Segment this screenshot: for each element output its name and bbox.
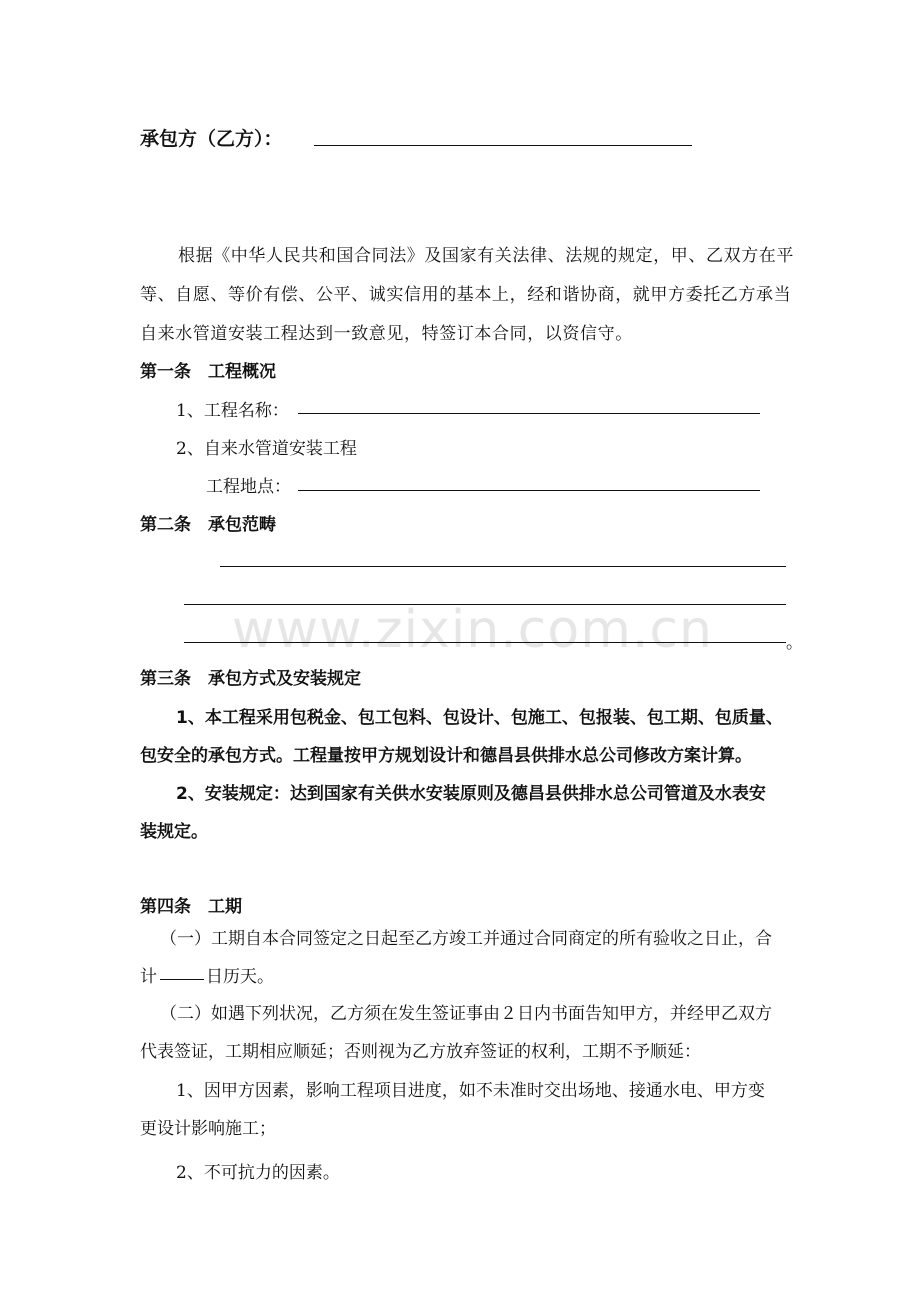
contractor-label: 承包方（乙方）： (140, 128, 283, 150)
article-4-para-2-line-1: （二）如遇下列状况，乙方须在发生签证事由２日内书面告知甲方，并经甲乙双方 (160, 1004, 772, 1024)
article-4-heading: 第四条 工期 (140, 897, 242, 917)
scope-blank-line-3 (184, 642, 786, 643)
scope-blank-line-1 (220, 566, 786, 567)
article-3-para-1-line-1: 1、本工程采用包税金、包工包料、包设计、包施工、包报装、包工期、包质量、 (176, 708, 783, 728)
project-type: 2、自来水管道安装工程 (176, 439, 357, 459)
article-4-para-4: 2、不可抗力的因素。 (176, 1163, 340, 1183)
project-name-blank-line (298, 413, 760, 414)
article-1-heading: 第一条 工程概况 (140, 362, 276, 382)
article-4-para-1-line-2-pre: 计 (140, 967, 157, 987)
article-3-para-1-line-2: 包安全的承包方式。工程量按甲方规划设计和德昌县供排水总公司修改方案计算。 (140, 746, 752, 766)
scope-end-mark: 。 (786, 633, 803, 653)
article-4-para-1-line-1: （一）工期自本合同签定之日起至乙方竣工并通过合同商定的所有验收之日止，合 (160, 929, 772, 949)
article-3-heading: 第三条 承包方式及安装规定 (140, 669, 361, 689)
article-4-para-3-line-2: 更设计影响施工； (140, 1119, 276, 1139)
article-4-para-1-line-2-post: 日历天。 (206, 967, 274, 987)
article-4-para-2-line-2: 代表签证，工期相应顺延；否则视为乙方放弃签证的权利，工期不予顺延： (140, 1042, 701, 1062)
intro-line-1: 根据《中华人民共和国合同法》及国家有关法律、法规的规定，甲、乙双方在平 (178, 246, 794, 266)
project-name-label: 1、工程名称： (176, 401, 289, 421)
project-location-label: 工程地点： (206, 477, 291, 497)
article-4-para-3-line-1: 1、因甲方因素，影响工程项目进度，如不未准时交出场地、接通水电、甲方变 (176, 1081, 765, 1101)
contractor-blank-line (314, 145, 692, 146)
scope-blank-line-2 (184, 604, 786, 605)
article-2-heading: 第二条 承包范畴 (140, 515, 276, 535)
intro-line-2: 等、自愿、等价有偿、公平、诚实信用的基本上，经和谐协商，就甲方委托乙方承当 (140, 285, 792, 305)
article-3-para-2-line-2: 装规定。 (140, 822, 208, 842)
intro-line-3: 自来水管道安装工程达到一致意见，特签订本合同，以资信守。 (140, 324, 633, 344)
watermark: www.zixin.com.cn (232, 600, 713, 660)
days-blank-line (160, 979, 204, 980)
project-location-blank-line (298, 490, 760, 491)
article-3-para-2-line-1: 2、安装规定：达到国家有关供水安装原则及德昌县供排水总公司管道及水表安 (176, 784, 766, 804)
